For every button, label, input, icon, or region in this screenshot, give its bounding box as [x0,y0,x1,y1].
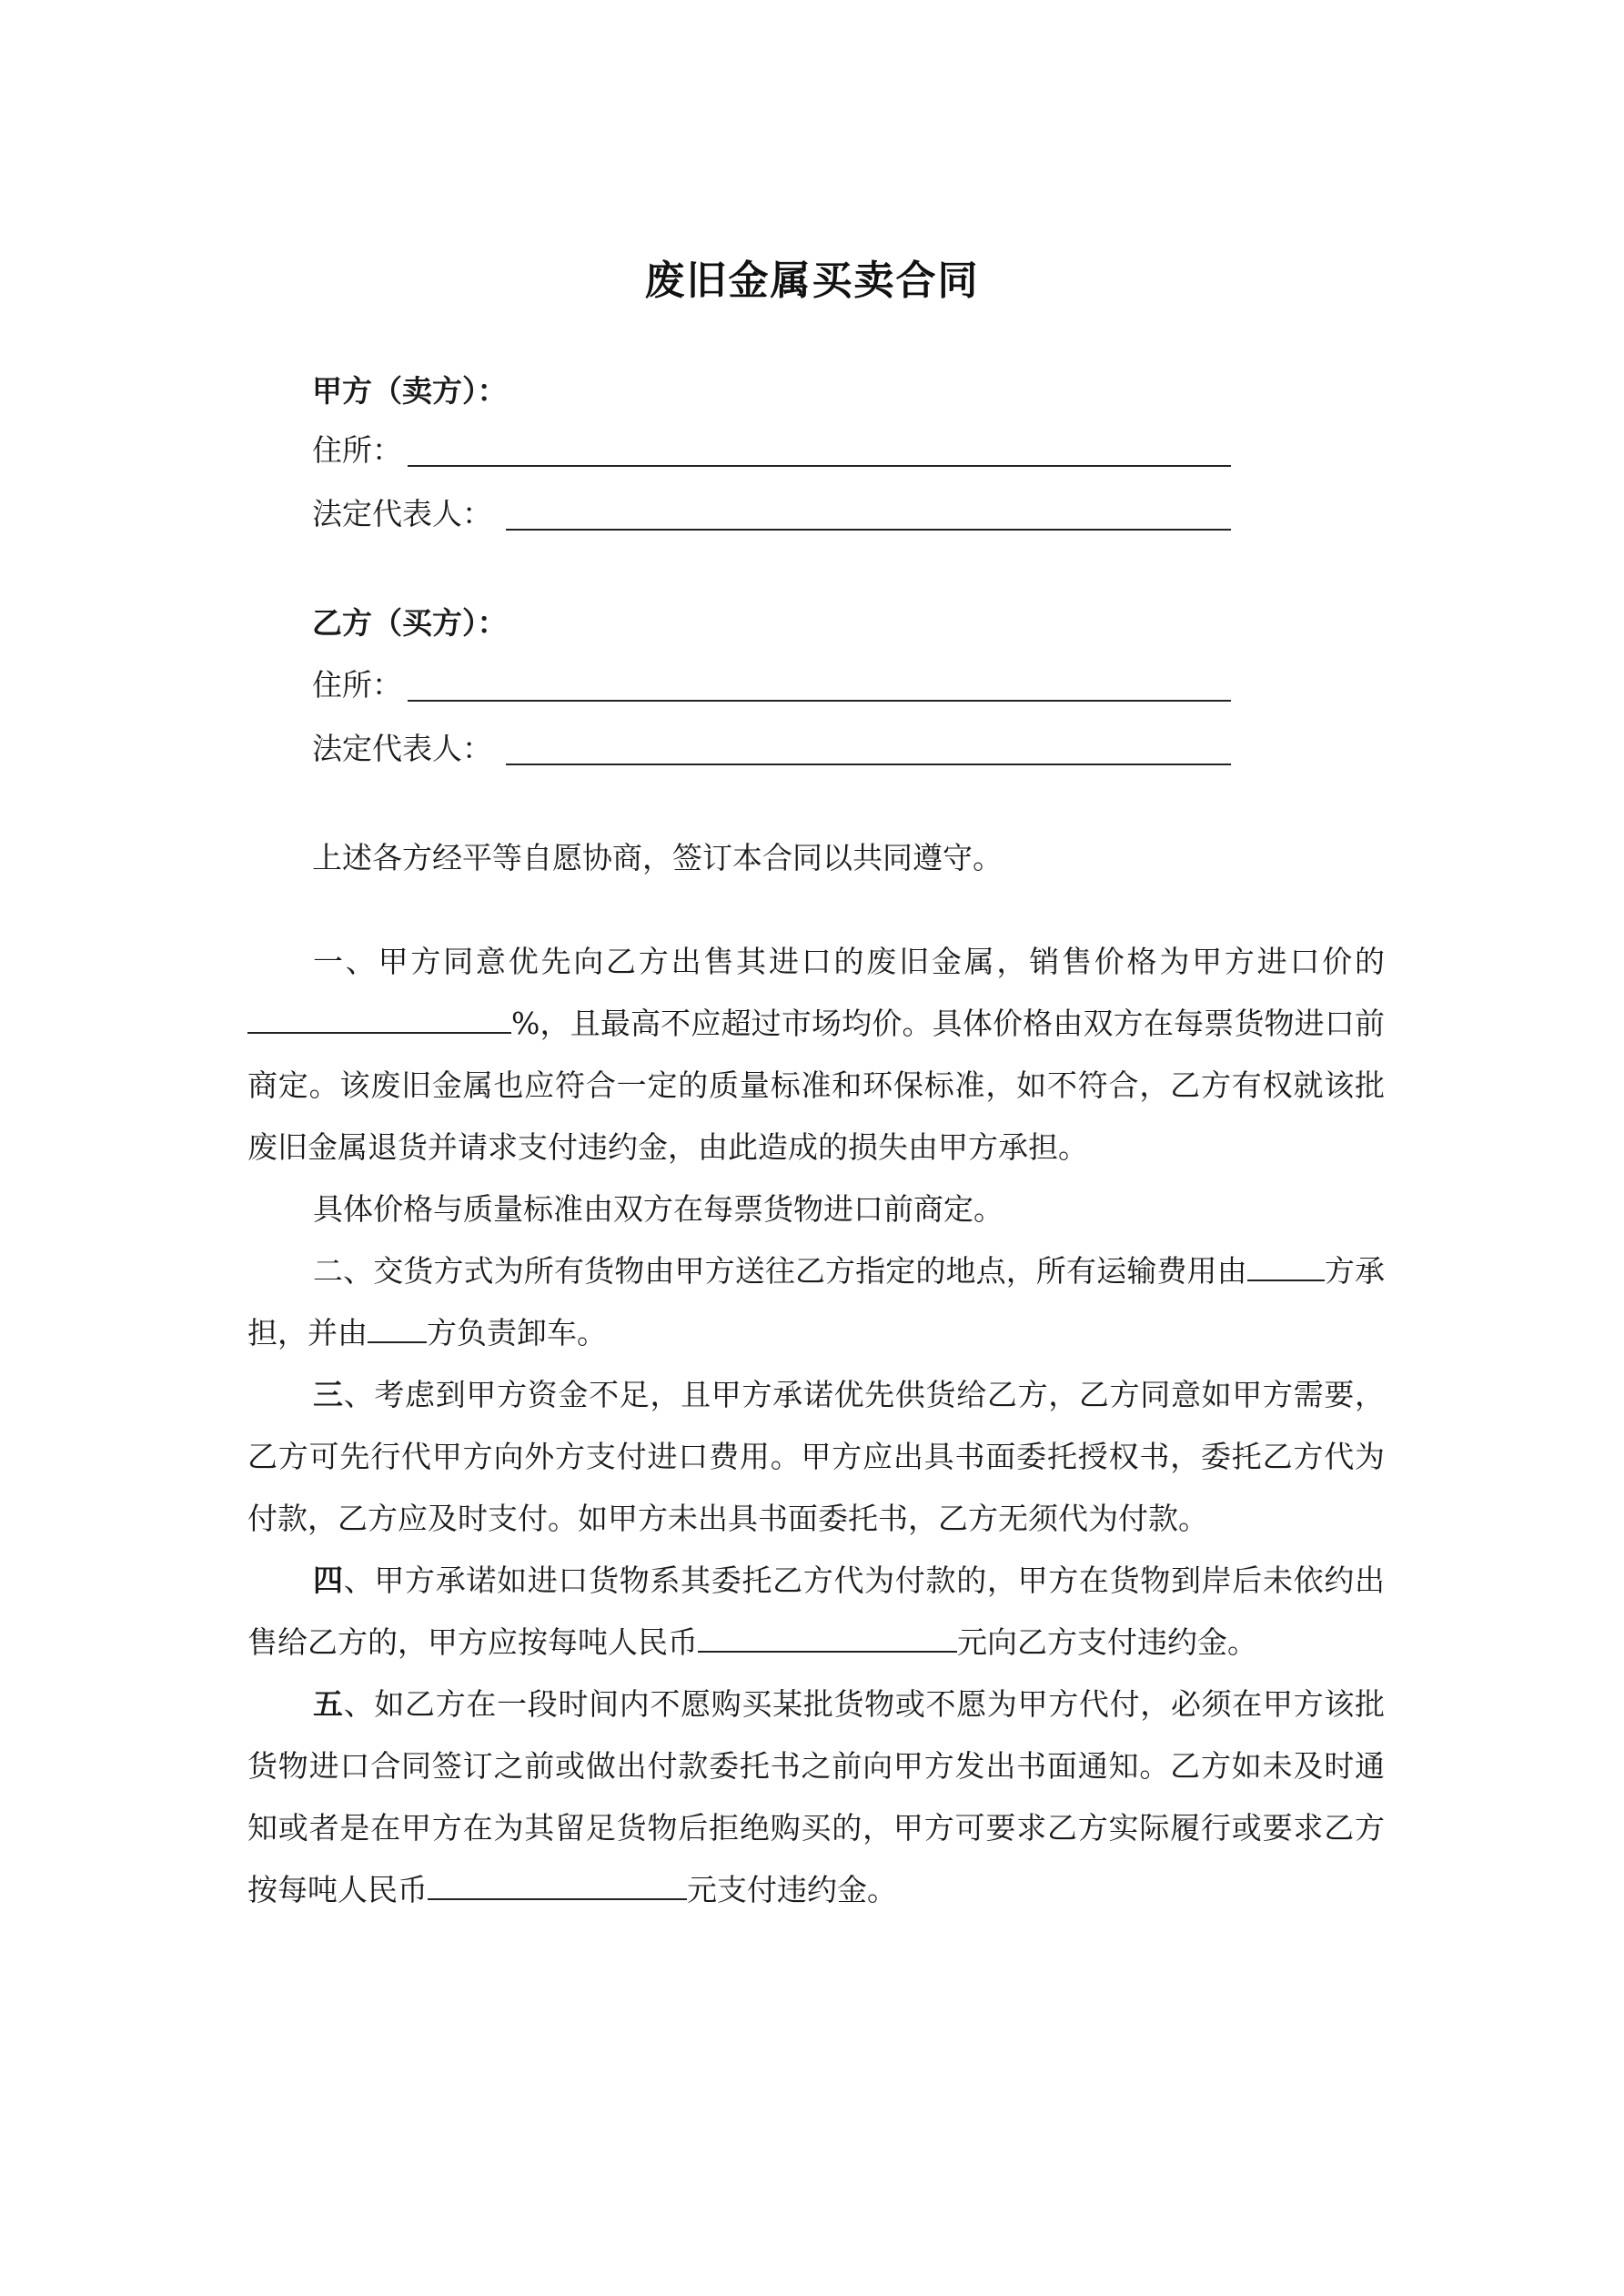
party-a-address-blank[interactable] [408,465,1231,467]
party-b-address-blank[interactable] [408,700,1231,702]
clause-5 [247,1674,1385,1921]
unloading-party-blank[interactable] [368,1314,427,1343]
clause-2-text-a: 二、交货方式为所有货物由甲方送往乙方指定的地点，所有运输费用由 [313,1253,1247,1289]
clause-2 [247,1240,1385,1364]
price-percent-blank[interactable] [247,1005,511,1034]
clause-5-text-b: 元支付违约金。 [687,1872,897,1907]
party-a-address-label: 住所： [312,432,402,468]
party-b-rep-blank[interactable] [506,764,1231,765]
clause-3-number: 三 [313,1377,344,1412]
clause-3 [247,1364,1385,1550]
party-a-rep-field [312,496,492,532]
party-b-heading: 乙方（买方）： [312,605,508,641]
clause-2-text-c: 方负责卸车。 [427,1315,607,1350]
clause-1-text-b: %，且最高不应超过市场均价。具体价格由双方在每票货物进口前商定。该废旧金属也应符合一定的质量标准和环保标准，如不符合，乙方有权就该批废旧金属退货并请求支付违约金，由此造成的损失由甲方承担。 [247,1006,1385,1165]
page-title: 废旧金属买卖合同 [644,258,980,304]
refusal-penalty-blank[interactable] [428,1871,687,1900]
party-a-rep-blank[interactable] [506,529,1231,531]
clause-5-number: 五 [313,1686,344,1722]
clause-4-text-b: 元向乙方支付违约金。 [957,1624,1257,1660]
clause-1-note: 具体价格与质量标准由双方在每票货物进口前商定。 [313,1191,1004,1227]
preamble: 上述各方经平等自愿协商，签订本合同以共同遵守。 [312,840,1003,875]
penalty-per-ton-blank[interactable] [698,1623,957,1653]
party-a-rep-label: 法定代表人： [312,496,492,531]
clause-4 [247,1550,1385,1674]
party-b-rep-field [312,731,492,767]
contract-body [247,931,1385,1921]
clause-4-text-a: 、甲方承诺如进口货物系其委托乙方代为付款的，甲方在货物到岸后未依约出售给乙方的，甲方应按每吨人民币 [247,1563,1386,1660]
party-a-heading: 甲方（卖方）： [312,373,508,409]
clause-3-text: 、考虑到甲方资金不足，且甲方承诺优先供货给乙方，乙方同意如甲方需要，乙方可先行代甲方向外方支付进口费用。甲方应出具书面委托授权书，委托乙方代为付款，乙方应及时支付。如甲方未出具书面委托书，乙方无须代为付款。 [247,1377,1386,1536]
clause-1 [247,931,1385,1178]
clause-4-number: 四 [313,1563,344,1598]
clause-2-text-b: 方承担，并由 [247,1253,1386,1350]
freight-party-blank[interactable] [1247,1252,1325,1281]
party-b-address-label: 住所： [312,667,402,703]
party-b-address-field [312,667,402,703]
clause-1-text-a: 一、甲方同意优先向乙方出售其进口的废旧金属，销售价格为甲方进口价的 [313,944,1385,979]
party-a-address-field [312,432,402,469]
clause-5-text-a: 、如乙方在一段时间内不愿购买某批货物或不愿为甲方代付，必须在甲方该批货物进口合同签订之前或做出付款委托书之前向甲方发出书面通知。乙方如未及时通知或者是在甲方在为其留足货物后拒绝购买的，甲方可要求乙方实际履行或要求乙方按每吨人民币 [247,1686,1386,1907]
party-b-rep-label: 法定代表人： [312,731,492,766]
